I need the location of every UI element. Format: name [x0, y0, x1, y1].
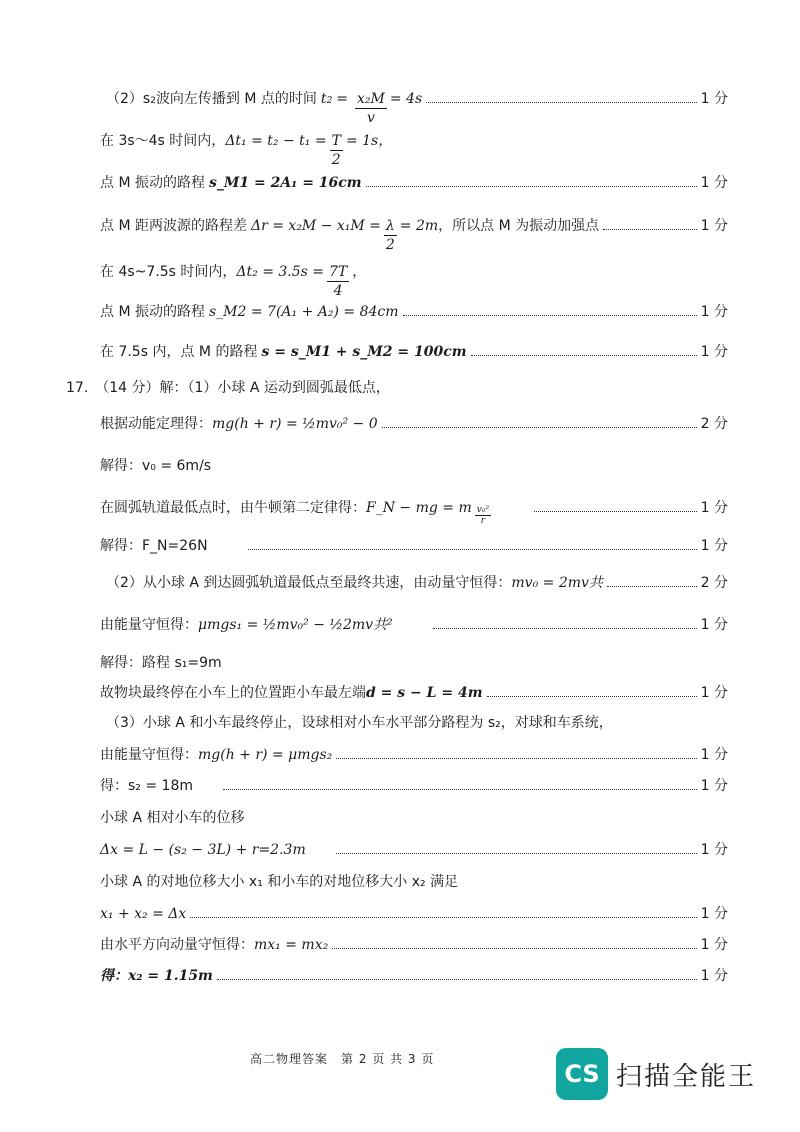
- page-footer: 高二物理答案 第 2 页 共 3 页: [250, 1052, 435, 1066]
- answer-line-x2: 得：x₂ = 1.15m 1 分: [100, 968, 728, 984]
- answer-line-interval-3-4: 在 3s～4s 时间内， Δt₁ = t₂ − t₁ = $\frac{T}{2}$ = 1s，: [100, 133, 393, 168]
- answer-line-wave-time: （2）s 2 波向左传播到 M 点的时间 t 2 = $\frac{\text{x₂M}}{v}$ = 4s 1 分: [106, 91, 728, 126]
- answer-line-delta-x: Δx = L − (s₂ − 3L) + r=2.3m 1 分: [100, 842, 728, 858]
- answer-line-s2: 得：s₂ = 18m 1 分: [100, 778, 728, 794]
- camscanner-watermark-text: 扫描全能王: [616, 1062, 757, 1092]
- fraction-x2m-over-v: $\frac{\text{x₂M}}{v}$: [357, 91, 385, 126]
- answer-line-displacement-relation: 小球 A 的对地位移大小 x₁ 和小车的对地位移大小 x₂ 满足: [100, 874, 459, 890]
- fraction-lambda-over-2: $\frac{\lambda}{2}$: [385, 218, 395, 253]
- camscanner-logo-icon: CS: [556, 1048, 608, 1100]
- answer-line-path-m1: 点 M 振动的路程 s_M1 = 2A₁ = 16cm 1 分: [100, 175, 728, 191]
- answer-line-total-path: 在 7.5s 内，点 M 的路程 s = s_M1 + s_M2 = 100cm 1 分: [100, 344, 728, 360]
- fraction-v0sq-over-r: $\frac{\text{v₀²}}{r}$: [476, 505, 490, 526]
- fraction-7t-over-4: $\frac{7T}{4}$: [329, 264, 348, 299]
- answer-line-v0: 解得：v₀ = 6m/s: [100, 458, 212, 474]
- answer-line-horizontal-momentum: 由水平方向动量守恒得： mx₁ = mx₂ 1 分: [100, 937, 728, 953]
- answer-line-fn: 解得：F_N=26N 1 分: [100, 538, 728, 554]
- answer-line-relative-displacement: 小球 A 相对小车的位移: [100, 810, 245, 826]
- answer-line-part-3: （3）小球 A 和小车最终停止，设球相对小车水平部分路程为 s₂，对球和车系统，: [106, 715, 613, 731]
- question-17-heading: 17. （14 分）解：（1）小球 A 运动到圆弧最低点，: [66, 380, 390, 396]
- answer-line-newton-second-law: 在圆弧轨道最低点时，由牛顿第二定律得： F_N − mg = m $\frac{\text{v₀²}}{r}$ 1 分: [100, 500, 728, 526]
- answer-line-momentum-conservation: （2）从小球 A 到达圆弧轨道最低点至最终共速，由动量守恒得： mv₀ = 2mv共 2 分: [106, 575, 728, 591]
- answer-line-kinetic-energy: 根据动能定理得： mg(h + r) = ½mv₀² − 0 2 分: [100, 416, 728, 432]
- answer-line-interval-4-7-5: 在 4s~7.5s 时间内， Δt₂ = 3.5s = $\frac{7T}{4}$ ，: [100, 264, 367, 299]
- answer-line-energy-conservation-2: 由能量守恒得： mg(h + r) = μmgs₂ 1 分: [100, 747, 728, 763]
- answer-line-s1: 解得：路程 s₁=9m: [100, 655, 222, 671]
- answer-line-sum-x: x₁ + x₂ = Δx 1 分: [100, 906, 728, 922]
- answer-line-energy-conservation-1: 由能量守恒得： μmgs₁ = ½mv₀² − ½2mv共² 1 分: [100, 617, 728, 633]
- answer-line-final-position: 故物块最终停在小车上的位置距小车最左端 d = s − L = 4m 1 分: [100, 685, 728, 701]
- answer-line-path-m2: 点 M 振动的路程 s_M2 = 7(A₁ + A₂) = 84cm 1 分: [100, 304, 728, 320]
- fraction-t-over-2: $\frac{T}{2}$: [331, 133, 341, 168]
- answer-line-path-difference: 点 M 距两波源的路程差 Δr = x₂M − x₁M = $\frac{\lambda}{2}$ = 2m ，所以点 M 为振动加强点 1 分: [100, 218, 728, 253]
